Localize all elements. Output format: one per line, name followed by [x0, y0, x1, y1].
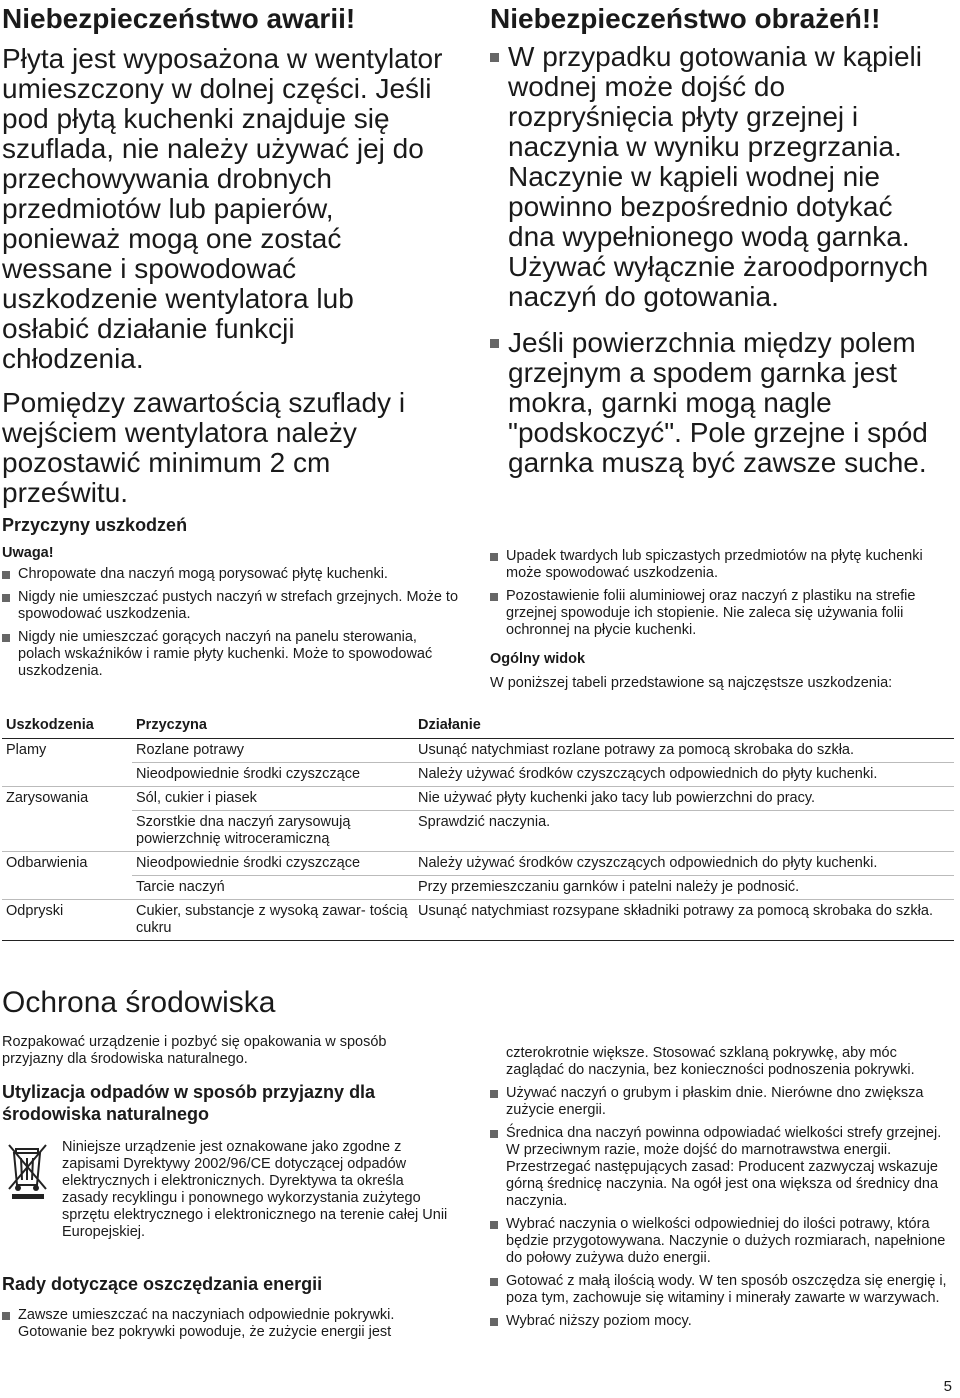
text-line: garnka muszą być zawsze suche.	[508, 447, 927, 478]
cause-cell: Cukier, substancje z wysoką zawar- tością cukru	[132, 900, 414, 941]
text-line: wodnej może dojść do	[508, 71, 786, 102]
text-line: grzejnym a spodem garnka jest	[508, 357, 898, 388]
text-line: Jeśli powierzchnia między polem	[508, 327, 916, 358]
list-item	[490, 42, 958, 312]
text-line: Używać wyłącznie żaroodpornych	[508, 251, 929, 282]
table-row	[2, 900, 954, 941]
action-cell: Sprawdzić naczynia.	[414, 811, 954, 852]
damage-cell: Plamy	[2, 739, 132, 763]
damage-cell	[2, 763, 132, 787]
crossed-out-wheelie-bin-icon	[6, 1141, 50, 1206]
fire-hazard-paragraph-1	[2, 44, 472, 374]
list-item: Nigdy nie umieszczać gorących naczyń na panelu sterowania, polach wskaźników i ramie płyty kuchenki. Może to spowodować uszkodzenia.	[2, 629, 462, 680]
injury-hazard-list	[490, 42, 958, 478]
cause-cell: Rozlane potrawy	[132, 739, 414, 763]
text-line: Płyta jest wyposażona w wentylator	[2, 43, 443, 74]
action-cell: Usunąć natychmiast rozsypane składniki potrawy za pomocą skrobaka do szkła.	[414, 900, 954, 941]
table-header-row	[2, 714, 954, 739]
list-item: Średnica dna naczyń powinna odpowiadać wielkości strefy grzejnej. W przeciwnym razie, może dojść do marnotrawstwa energii. Przestrzegać następujących zasad: Producent zazwyczaj wskazuje górną średnicę naczynia. Na ogół jest ona większa od średnicy dna naczynia.	[490, 1125, 956, 1210]
text-line: Pomiędzy zawartością szuflady i	[2, 387, 406, 418]
text-line: przedmiotów lub papierów,	[2, 193, 334, 224]
energy-tip-continuation: czterokrotnie większe. Stosować szklaną pokrywkę, aby móc zaglądać do naczynia, bez konieczności podnoszenia pokrywki.	[506, 1045, 915, 1078]
action-cell: Nie używać płyty kuchenki jako tacy lub powierzchni do pracy.	[414, 787, 954, 811]
fire-hazard-heading: Niebezpieczeństwo awarii!	[2, 3, 356, 34]
cause-cell: Nieodpowiednie środki czyszczące	[132, 763, 414, 787]
list-item: Używać naczyń o grubym i płaskim dnie. Nierówne dno zwiększa zużycie energii.	[490, 1085, 956, 1119]
energy-tips-right	[490, 1045, 956, 1336]
fire-hazard-paragraph-2	[2, 388, 472, 508]
cause-cell: Szorstkie dna naczyń zarysowują powierzchnię witroceramiczną	[132, 811, 414, 852]
action-cell: Należy używać środków czyszczących odpowiednich do płyty kuchenki.	[414, 763, 954, 787]
overview-heading: Ogólny widok	[490, 651, 586, 667]
column-header-action: Działanie	[414, 714, 954, 739]
table-row	[2, 787, 954, 811]
action-cell: Należy używać środków czyszczących odpowiednich do płyty kuchenki.	[414, 852, 954, 876]
energy-tips-list-left	[2, 1307, 452, 1341]
text-line: pozostawić minimum 2 cm	[2, 447, 331, 478]
text-line: mokra, garnki mogą nagle	[508, 387, 832, 418]
injury-hazard-heading: Niebezpieczeństwo obrażeń!!	[490, 3, 881, 34]
text-line: W przypadku gotowania w kąpieli	[508, 41, 922, 72]
damage-cell: Odbarwienia	[2, 852, 132, 876]
list-item	[490, 328, 958, 478]
fire-hazard-warning	[2, 4, 472, 508]
environment-title: Ochrona środowiska	[2, 986, 276, 1019]
damage-cell: Odpryski	[2, 900, 132, 941]
text-line: osłabić działanie funkcji	[2, 313, 295, 344]
text-line: Naczynie w kąpieli wodnej nie	[508, 161, 880, 192]
list-item: Nigdy nie umieszczać pustych naczyń w strefach grzejnych. Może to spowodować uszkodzenia.	[2, 589, 462, 623]
damage-cell	[2, 811, 132, 852]
text-line: prześwitu.	[2, 477, 129, 508]
text-line: ponieważ mogą one zostać	[2, 223, 342, 254]
text-line: chłodzenia.	[2, 343, 144, 374]
list-item: Wybrać niższy poziom mocy.	[490, 1313, 956, 1330]
disposal-text: Niniejsze urządzenie jest oznakowane jako zgodne z zapisami Dyrektywy 2002/96/CE dotyczącej odpadów elektrycznych i elektronicznych. Dyrektywa ta określa zasady recyklingu i ponownego wykorzystania zużytego sprzętu elektrycznego i elektronicznego na terenie całej Unii Europejskiej.	[62, 1139, 448, 1240]
damage-causes-list-right	[490, 548, 956, 639]
column-header-damage: Uszkodzenia	[2, 714, 132, 739]
table-row	[2, 811, 954, 852]
disposal-heading: Utylizacja odpadów w sposób przyjazny dla środowiska naturalnego	[2, 1082, 376, 1124]
overview-text: W poniższej tabeli przedstawione są najczęstsze uszkodzenia:	[490, 675, 893, 691]
table-row	[2, 852, 954, 876]
list-item: Pozostawienie folii aluminiowej oraz naczyń z plastiku na strefie grzejnej spowoduje ich stopienie. Nie zaleca się używania folii ochronnej na płycie kuchenki.	[490, 588, 956, 639]
text-line: przechowywania drobnych	[2, 163, 332, 194]
text-line: powinno bezpośrednio dotykać	[508, 191, 893, 222]
list-item: Wybrać naczynia o wielkości odpowiedniej do ilości potrawy, która będzie przygotowywana. Naczynie o dużych rozmiarach, napełnione do połowy zużywa dużo energii.	[490, 1216, 956, 1267]
text-line: rozpryśnięcia płyty grzejnej i	[508, 101, 859, 132]
text-line: naczynia w wyniku przegrzania.	[508, 131, 902, 162]
list-item: Chropowate dna naczyń mogą porysować płytę kuchenki.	[2, 566, 462, 583]
text-line: wejściem wentylatora należy	[2, 417, 357, 448]
cause-cell: Nieodpowiednie środki czyszczące	[132, 852, 414, 876]
damage-cell: Zarysowania	[2, 787, 132, 811]
table-row	[2, 739, 954, 763]
action-cell: Usunąć natychmiast rozlane potrawy za pomocą skrobaka do szkła.	[414, 739, 954, 763]
cause-cell: Sól, cukier i piasek	[132, 787, 414, 811]
energy-tips-list-right	[490, 1085, 956, 1330]
table-row	[2, 763, 954, 787]
text-line: umieszczony w dolnej części. Jeśli	[2, 73, 432, 104]
action-cell: Przy przemieszczaniu garnków i patelni należy je podnosić.	[414, 876, 954, 900]
damage-causes-right	[490, 548, 956, 692]
table-row	[2, 876, 954, 900]
damage-causes-left	[2, 514, 462, 686]
environment-intro: Rozpakować urządzenie i pozbyć się opakowania w sposób przyjazny dla środowiska naturalnego.	[2, 1034, 387, 1067]
column-header-cause: Przyczyna	[132, 714, 414, 739]
list-item: Upadek twardych lub spiczastych przedmiotów na płytę kuchenki może spowodować uszkodzenia.	[490, 548, 956, 582]
energy-saving-heading: Rady dotyczące oszczędzania energii	[2, 1274, 323, 1294]
text-line: dna wypełnionego wodą garnka.	[508, 221, 910, 252]
damage-table	[2, 714, 954, 941]
damage-cell	[2, 876, 132, 900]
text-line: uszkodzenie wentylatora lub	[2, 283, 354, 314]
text-line: wessane i spowodować	[2, 253, 297, 284]
disposal-block	[2, 1141, 472, 1257]
text-line: naczyń do gotowania.	[508, 281, 779, 312]
cause-cell: Tarcie naczyń	[132, 876, 414, 900]
list-item: Gotować z małą ilością wody. W ten sposób oszczędza się energię i, poza tym, zachowuje się witaminy i minerały zawarte w warzywach.	[490, 1273, 956, 1307]
text-line: szuflada, nie należy używać jej do	[2, 133, 424, 164]
text-line: pod płytą kuchenki znajduje się	[2, 103, 390, 134]
injury-hazard-warning	[490, 4, 958, 494]
damage-causes-list-left	[2, 566, 462, 680]
text-line: "podskoczyć". Pole grzejne i spód	[508, 417, 928, 448]
damage-table-wrapper	[2, 714, 954, 941]
environment-section	[2, 986, 472, 1347]
damage-causes-heading: Przyczyny uszkodzeń	[2, 515, 188, 535]
caution-label: Uwaga!	[2, 545, 54, 561]
page-number: 5	[943, 1378, 952, 1395]
list-item: Zawsze umieszczać na naczyniach odpowiednie pokrywki. Gotowanie bez pokrywki powoduje, że zużycie energii jest	[2, 1307, 452, 1341]
